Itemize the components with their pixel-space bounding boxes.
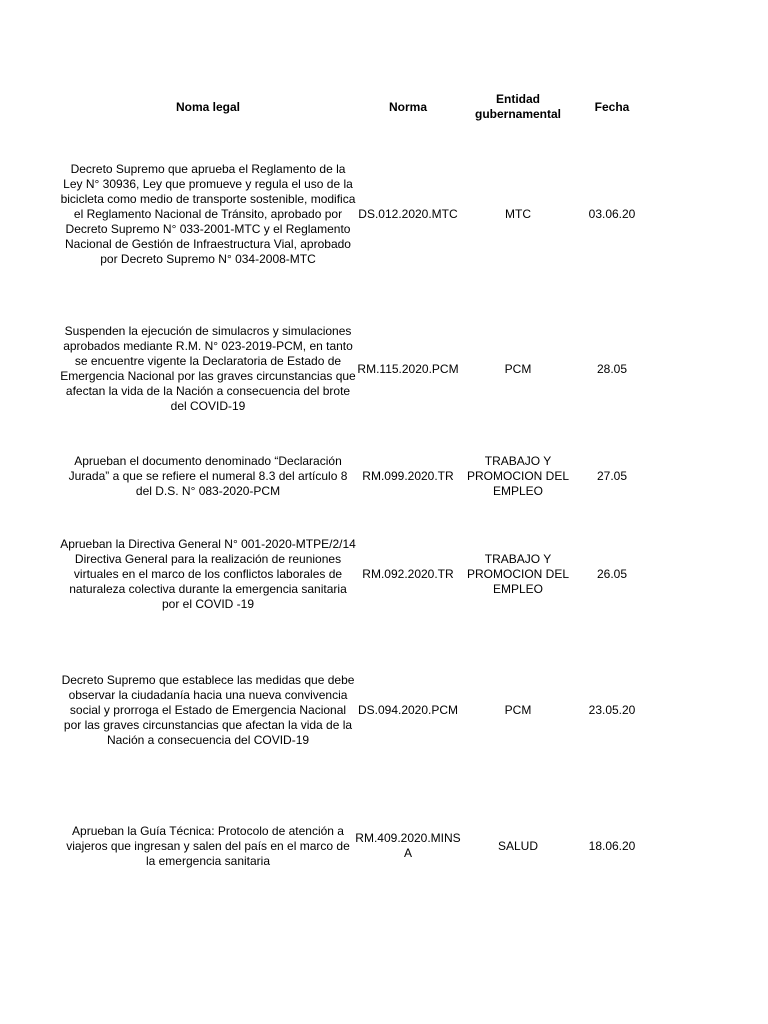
row-entidad: TRABAJO Y PROMOCION DEL EMPLEO — [466, 551, 569, 596]
row-description: Decreto Supremo que establece las medidas que debe observar la ciudadanía hacia una nueva convivencia social y prorroga el Estado de Emergencia Nacional por las graves circunstancias que afectan la vida de la Nación a consecuencia del COVID-19 — [61, 672, 355, 747]
row-norma: RM.092.2020.TR — [362, 566, 454, 581]
row-norma: DS.094.2020.PCM — [357, 702, 459, 717]
row-entidad: PCM — [504, 361, 532, 376]
row-fecha: 03.06.20 — [588, 206, 636, 221]
row-description: Aprueban el documento denominado “Declaración Jurada” a que se refiere el numeral 8.3 del artículo 8 del D.S. N° 083-2020-PCM — [68, 453, 348, 498]
row-fecha: 23.05.20 — [588, 702, 636, 717]
row-entidad: PCM — [504, 702, 532, 717]
row-entidad: SALUD — [497, 838, 538, 853]
header-norma-legal: Noma legal — [175, 99, 241, 114]
row-fecha: 18.06.20 — [588, 838, 636, 853]
header-entidad: Entidad gubernamental — [474, 92, 561, 121]
row-description: Suspenden la ejecución de simulacros y simulaciones aprobados mediante R.M. N° 023-2019-PCM, en tanto se encuentre vigente la Declaratoria de Estado de Emergencia Nacional por las graves circunstancias que afectan la vida de la Nación a consecuencia del brote del COVID-19 — [60, 324, 356, 413]
row-fecha: 26.05 — [596, 566, 628, 581]
row-fecha: 28.05 — [596, 361, 628, 376]
row-description: Decreto Supremo que aprueba el Reglamento de la Ley N° 30936, Ley que promueve y regula el uso de la bicicleta como medio de transporte sostenible, modifica el Reglamento Nacional de Tránsito, aprobado por Decreto Supremo N° 033-2001-MTC y el Reglamento Nacional de Gestión de Infraestructura Vial, aprobado por Decreto Supremo N° 034-2008-MTC — [60, 161, 356, 266]
row-norma: RM.409.2020.MINSA — [355, 831, 461, 860]
row-description: Aprueban la Directiva General N° 001-2020-MTPE/2/14 Directiva General para la realización de reuniones virtuales en el marco de los conflictos laborales de naturaleza colectiva durante la emergencia sanitaria por el COVID -19 — [60, 536, 356, 611]
row-entidad: TRABAJO Y PROMOCION DEL EMPLEO — [466, 453, 569, 498]
row-norma: RM.115.2020.PCM — [357, 361, 459, 376]
header-fecha: Fecha — [594, 99, 630, 114]
header-norma: Norma — [388, 99, 427, 114]
row-description: Aprueban la Guía Técnica: Protocolo de atención a viajeros que ingresan y salen del país en el marco de la emergencia sanitaria — [66, 823, 350, 868]
row-fecha: 27.05 — [596, 468, 628, 483]
row-norma: RM.099.2020.TR — [362, 468, 454, 483]
row-entidad: MTC — [505, 206, 531, 221]
row-norma: DS.012.2020.MTC — [358, 206, 458, 221]
